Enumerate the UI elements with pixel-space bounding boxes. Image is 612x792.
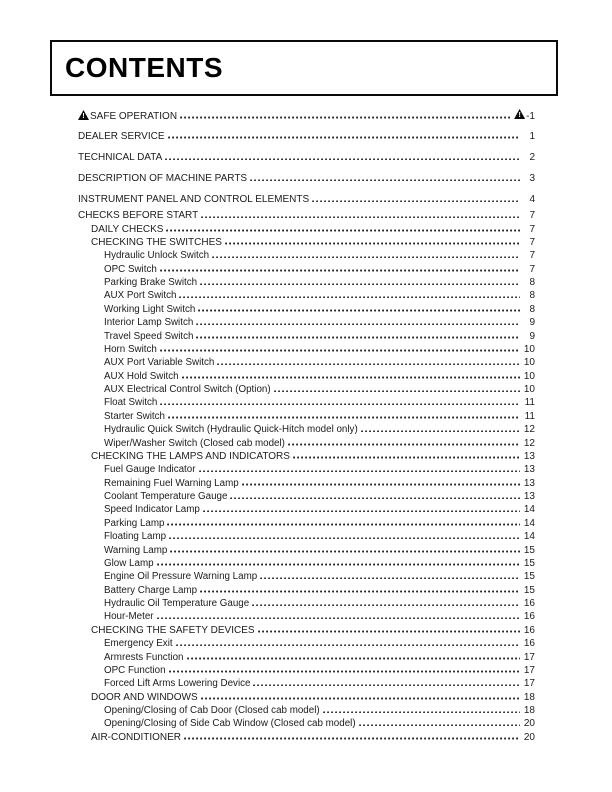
toc-entry-title [78, 151, 162, 164]
toc-entry-page [522, 530, 535, 543]
dotted-leader [260, 577, 520, 580]
warning-triangle-icon [514, 109, 525, 119]
toc-entry-title-text: Opening/Closing of Side Cab Window (Closed cab model) [104, 718, 356, 730]
toc-chapter-list [78, 109, 535, 207]
dotted-leader [165, 158, 520, 161]
toc-entry-title [104, 316, 193, 329]
toc-entry-title-text: OPC Switch [104, 263, 157, 275]
dotted-leader [180, 116, 512, 119]
toc-entry [78, 664, 535, 677]
toc-entry-title [104, 370, 179, 383]
toc-entry [78, 584, 535, 597]
toc-entry-title-text: Parking Lamp [104, 517, 165, 529]
dotted-leader [201, 697, 520, 700]
toc-entry-title [104, 330, 193, 343]
dotted-leader [200, 283, 520, 286]
dotted-leader [157, 617, 520, 620]
dotted-leader [293, 456, 520, 459]
toc-entry-page-number: 18 [523, 705, 535, 717]
dotted-leader [160, 269, 520, 272]
dotted-leader [176, 644, 520, 647]
toc-entry [78, 209, 535, 222]
toc-entry-title [104, 276, 197, 289]
toc-entry-page-number: 18 [523, 691, 535, 703]
toc-entry-title-text: Starter Switch [104, 410, 165, 422]
toc-entry-page [522, 356, 535, 369]
toc-entry-page-number: 10 [523, 357, 535, 369]
toc-entry-title-text: CHECKS BEFORE START [78, 210, 199, 222]
toc-entry-page [522, 610, 535, 623]
toc-entry-title-text: Warning Lamp [104, 544, 168, 556]
toc-entry-page-number: 12 [523, 437, 535, 449]
toc-entry [78, 450, 535, 463]
toc-entry [78, 289, 535, 302]
toc-entry-title-text: Interior Lamp Switch [104, 317, 194, 329]
toc-entry-title-text: CHECKING THE SWITCHES [91, 236, 222, 248]
toc-entry-title [104, 570, 257, 583]
toc-entry-title [104, 503, 200, 516]
dotted-leader [225, 242, 520, 245]
toc-entry-title [104, 677, 250, 690]
toc-entry-page-number: 16 [523, 624, 535, 636]
toc-entry-title-text: Fuel Gauge Indicator [104, 464, 196, 476]
toc-entry-title [91, 450, 290, 463]
toc-entry-page [522, 597, 535, 610]
toc-entry-page-number: 15 [523, 557, 535, 569]
toc-entry-title [104, 463, 196, 476]
toc-entry-title-text: DEALER SERVICE [78, 131, 165, 143]
toc-entry-title-text: DAILY CHECKS [91, 223, 164, 235]
toc-entry-page-number: 15 [523, 544, 535, 556]
dotted-leader [196, 336, 520, 339]
toc-entry-page-number: 17 [523, 651, 535, 663]
toc-entry-page [522, 263, 535, 276]
toc-entry-title [104, 249, 209, 262]
dotted-leader [274, 390, 520, 393]
toc-entry-title [104, 343, 157, 356]
toc-entry-title [104, 423, 358, 436]
toc-entry-page [522, 691, 535, 704]
toc-entry-page [522, 437, 535, 450]
toc-entry-title-text: TECHNICAL DATA [78, 152, 163, 164]
toc-entry [78, 343, 535, 356]
toc-entry-title-text: CHECKING THE LAMPS AND INDICATORS [91, 450, 290, 462]
dotted-leader [166, 229, 520, 232]
toc-entry [78, 316, 535, 329]
toc-entry-title [104, 410, 165, 423]
toc-entry-page [522, 637, 535, 650]
dotted-leader [157, 563, 520, 566]
toc-entry-page [522, 557, 535, 570]
toc-entry [78, 410, 535, 423]
toc-entry [78, 263, 535, 276]
toc-entry-title [91, 236, 222, 249]
toc-entry-title-text: Wiper/Washer Switch (Closed cab model) [104, 437, 285, 449]
dotted-leader [258, 630, 520, 633]
toc-entry-title [104, 717, 356, 730]
toc-entry-page [522, 624, 535, 637]
toc-entry-page [522, 517, 535, 530]
toc-entry-page [522, 343, 535, 356]
dotted-leader [196, 323, 520, 326]
toc-entry-title [91, 731, 181, 744]
dotted-leader [200, 590, 520, 593]
toc-entry-title-text: Engine Oil Pressure Warning Lamp [104, 571, 258, 583]
toc-entry-page-number: 9 [529, 330, 535, 342]
toc-entry-title [104, 303, 195, 316]
toc-entry-page-number: 12 [523, 424, 535, 436]
toc-entry-title [104, 383, 271, 396]
dotted-leader [160, 349, 520, 352]
dotted-leader [187, 657, 521, 660]
toc-entry-page-number: -1 [526, 111, 535, 122]
toc-entry-page [522, 677, 535, 690]
toc-entry-page-number: 15 [523, 571, 535, 583]
toc-entry-title-text: Travel Speed Switch [104, 330, 194, 342]
toc-entry-title [104, 651, 184, 664]
toc-entry-page-number: 13 [523, 491, 535, 503]
toc-entry-title-text: CHECKING THE SAFETY DEVICES [91, 624, 255, 636]
toc-entry-title-text: DESCRIPTION OF MACHINE PARTS [78, 173, 248, 185]
toc-entry [78, 330, 535, 343]
toc-entry-title-text: Armrests Function [104, 651, 184, 663]
toc-entry-title [104, 584, 197, 597]
toc-entry-title [78, 193, 309, 206]
toc-entry-page [522, 477, 535, 490]
toc-entry-page-number: 10 [523, 343, 535, 355]
toc-entry-title-text: Floating Lamp [104, 531, 167, 543]
toc-entry [78, 236, 535, 249]
toc-entry-title-text: OPC Function [104, 664, 166, 676]
dotted-leader [167, 523, 520, 526]
toc-entry-page [522, 193, 535, 206]
toc-entry-title [78, 172, 247, 185]
toc-entry-page-number: 13 [523, 464, 535, 476]
toc-entry-page [522, 490, 535, 503]
dotted-leader [170, 550, 520, 553]
toc-entry-title-text: Hydraulic Quick Switch (Hydraulic Quick-Hitch model only) [104, 424, 358, 436]
toc-entry-page [522, 316, 535, 329]
toc-entry-page [522, 450, 535, 463]
toc-entry-page [522, 396, 535, 409]
dotted-leader [359, 724, 520, 727]
toc-entry-page-number: 8 [529, 290, 535, 302]
toc-entry-title-text: Forced Lift Arms Lowering Device [104, 678, 251, 690]
toc-entry-title [104, 477, 239, 490]
toc-entry-title-text: Working Light Switch [104, 303, 196, 315]
toc-entry-page [522, 651, 535, 664]
dotted-leader [203, 510, 520, 513]
toc-entry [78, 303, 535, 316]
dotted-leader [201, 216, 520, 219]
toc-entry-page-number: 13 [523, 450, 535, 462]
toc-entry-page-number: 10 [523, 370, 535, 382]
toc-entry [78, 731, 535, 744]
toc-entry-page-number: 15 [523, 584, 535, 596]
contents-title-box [50, 40, 558, 96]
toc-entry-title-text: SAFE OPERATION [90, 111, 178, 122]
toc-entry-title [104, 289, 176, 302]
toc-entry-page-number: 14 [523, 504, 535, 516]
toc-entry-page [522, 570, 535, 583]
dotted-leader [323, 711, 520, 714]
dotted-leader [169, 537, 520, 540]
toc-entry [78, 503, 535, 516]
toc-entry-page-number: 17 [523, 678, 535, 690]
dotted-leader [361, 430, 520, 433]
toc-entry-page [522, 584, 535, 597]
toc-entry-title [104, 544, 167, 557]
toc-entry-title [104, 437, 285, 450]
toc-entry-page [522, 330, 535, 343]
toc-entry-page [522, 717, 535, 730]
toc-entry-title [104, 704, 320, 717]
dotted-leader [199, 470, 521, 473]
toc-entry-title [104, 356, 214, 369]
table-of-contents [78, 109, 535, 744]
dotted-leader [252, 604, 520, 607]
toc-entry-title-text: AUX Port Variable Switch [104, 357, 215, 369]
dotted-leader [184, 737, 520, 740]
toc-entry-page-number: 8 [529, 277, 535, 289]
toc-entry [78, 383, 535, 396]
toc-entry-page-number: 9 [529, 317, 535, 329]
toc-entry-page [522, 704, 535, 717]
toc-entry [78, 597, 535, 610]
toc-entry-title-text: AUX Port Switch [104, 290, 177, 302]
toc-entry-page-number: 7 [529, 223, 535, 235]
toc-entry [78, 677, 535, 690]
dotted-leader [312, 200, 520, 203]
toc-entry [78, 109, 535, 122]
toc-entry-title [104, 396, 157, 409]
toc-entry-page [522, 172, 535, 185]
toc-entry-title-text: Hour-Meter [104, 611, 154, 623]
toc-entry-title [78, 110, 177, 123]
toc-entry [78, 691, 535, 704]
toc-entry-page-number: 14 [523, 531, 535, 543]
toc-entry-page [522, 383, 535, 396]
dotted-leader [168, 416, 520, 419]
toc-entry-title [104, 557, 154, 570]
toc-section-list [78, 209, 535, 744]
toc-entry-page-number: 16 [523, 638, 535, 650]
toc-entry-page [522, 544, 535, 557]
toc-entry-title [104, 597, 249, 610]
toc-entry-page-number: 20 [523, 731, 535, 743]
toc-entry-page-number: 14 [523, 517, 535, 529]
toc-entry [78, 651, 535, 664]
toc-entry [78, 637, 535, 650]
dotted-leader [182, 376, 520, 379]
toc-entry-page-number: 4 [529, 194, 535, 206]
toc-entry-page [522, 249, 535, 262]
toc-entry-title-text: Emergency Exit [104, 638, 173, 650]
toc-entry [78, 223, 535, 236]
toc-entry-page [522, 664, 535, 677]
toc-entry [78, 517, 535, 530]
toc-entry [78, 463, 535, 476]
toc-entry-title-text: Remaining Fuel Warning Lamp [104, 477, 239, 489]
toc-entry [78, 530, 535, 543]
toc-entry-page [522, 209, 535, 222]
toc-entry-page-number: 7 [529, 263, 535, 275]
toc-entry-page-number: 17 [523, 664, 535, 676]
toc-entry-page [522, 130, 535, 143]
toc-entry-page [522, 463, 535, 476]
toc-entry-title-text: DOOR AND WINDOWS [91, 691, 198, 703]
toc-entry-page-number: 16 [523, 611, 535, 623]
toc-entry [78, 557, 535, 570]
toc-entry-page [522, 236, 535, 249]
toc-entry-page [522, 151, 535, 164]
toc-entry-title-text: AIR-CONDITIONER [91, 731, 181, 743]
toc-entry [78, 490, 535, 503]
toc-entry-page-number: 7 [529, 210, 535, 222]
toc-entry-title [104, 664, 166, 677]
toc-entry [78, 610, 535, 623]
toc-entry-page-number: 13 [523, 477, 535, 489]
toc-entry-title-text: Hydraulic Unlock Switch [104, 250, 210, 262]
toc-entry [78, 624, 535, 637]
toc-entry-page [522, 223, 535, 236]
toc-entry-page [522, 410, 535, 423]
toc-entry-title [104, 490, 227, 503]
toc-entry-title [78, 209, 198, 222]
toc-entry [78, 717, 535, 730]
toc-entry-title [78, 130, 165, 143]
toc-entry-title-text: AUX Hold Switch [104, 370, 179, 382]
toc-entry-page-number: 3 [529, 173, 535, 185]
dotted-leader [230, 497, 520, 500]
toc-entry [78, 423, 535, 436]
toc-entry [78, 151, 535, 164]
toc-entry-page-number: 7 [529, 250, 535, 262]
dotted-leader [168, 136, 520, 139]
toc-entry [78, 193, 535, 206]
toc-entry-page [522, 731, 535, 744]
dotted-leader [250, 179, 520, 182]
dotted-leader [179, 296, 520, 299]
toc-entry [78, 477, 535, 490]
toc-entry [78, 544, 535, 557]
toc-entry-title-text: Glow Lamp [104, 557, 154, 569]
toc-entry-title-text: Coolant Temperature Gauge [104, 491, 228, 503]
toc-entry [78, 704, 535, 717]
dotted-leader [242, 483, 520, 486]
toc-entry-page [522, 289, 535, 302]
toc-entry-page [522, 423, 535, 436]
toc-entry-page-number: 1 [529, 131, 535, 143]
dotted-leader [198, 309, 520, 312]
toc-entry [78, 437, 535, 450]
page-title: CONTENTS [65, 52, 223, 83]
toc-entry-page-number: 20 [523, 718, 535, 730]
toc-entry-page-number: 10 [523, 384, 535, 396]
dotted-leader [253, 684, 520, 687]
toc-entry [78, 570, 535, 583]
toc-entry-title-text: INSTRUMENT PANEL AND CONTROL ELEMENTS [78, 194, 310, 206]
toc-entry-title [104, 517, 164, 530]
dotted-leader [212, 256, 520, 259]
dotted-leader [160, 403, 520, 406]
warning-triangle-icon [78, 110, 89, 120]
toc-entry [78, 370, 535, 383]
toc-entry-title-text: Opening/Closing of Cab Door (Closed cab model) [104, 705, 320, 717]
toc-entry-page-number: 11 [524, 410, 535, 422]
toc-entry-title-text: Horn Switch [104, 343, 157, 355]
toc-entry [78, 276, 535, 289]
toc-entry [78, 130, 535, 143]
toc-entry-title-text: Float Switch [104, 397, 158, 409]
toc-entry [78, 396, 535, 409]
toc-entry [78, 249, 535, 262]
toc-entry-page-number: 7 [529, 236, 535, 248]
toc-entry-title-text: Parking Brake Switch [104, 277, 198, 289]
toc-entry-title-text: Hydraulic Oil Temperature Gauge [104, 598, 250, 610]
toc-entry-title [104, 610, 154, 623]
toc-entry-page-number: 11 [524, 397, 535, 409]
dotted-leader [169, 670, 520, 673]
toc-entry-title [91, 624, 255, 637]
toc-entry-page [522, 303, 535, 316]
toc-entry-title [104, 637, 173, 650]
toc-entry-page-number: 2 [529, 152, 535, 164]
toc-entry-title [91, 223, 163, 236]
toc-entry-title-text: Battery Charge Lamp [104, 584, 198, 596]
toc-entry-page [522, 503, 535, 516]
toc-entry-title [91, 691, 198, 704]
toc-entry-page [522, 370, 535, 383]
toc-entry-title [104, 263, 157, 276]
dotted-leader [288, 443, 520, 446]
dotted-leader [217, 363, 520, 366]
toc-entry-page [522, 276, 535, 289]
toc-entry-page-number: 16 [523, 598, 535, 610]
toc-entry-page [514, 109, 535, 123]
toc-entry-title-text: AUX Electrical Control Switch (Option) [104, 384, 271, 396]
toc-entry-title [104, 530, 166, 543]
toc-entry [78, 356, 535, 369]
toc-entry-title-text: Speed Indicator Lamp [104, 504, 200, 516]
toc-entry [78, 172, 535, 185]
toc-entry-page-number: 8 [529, 303, 535, 315]
